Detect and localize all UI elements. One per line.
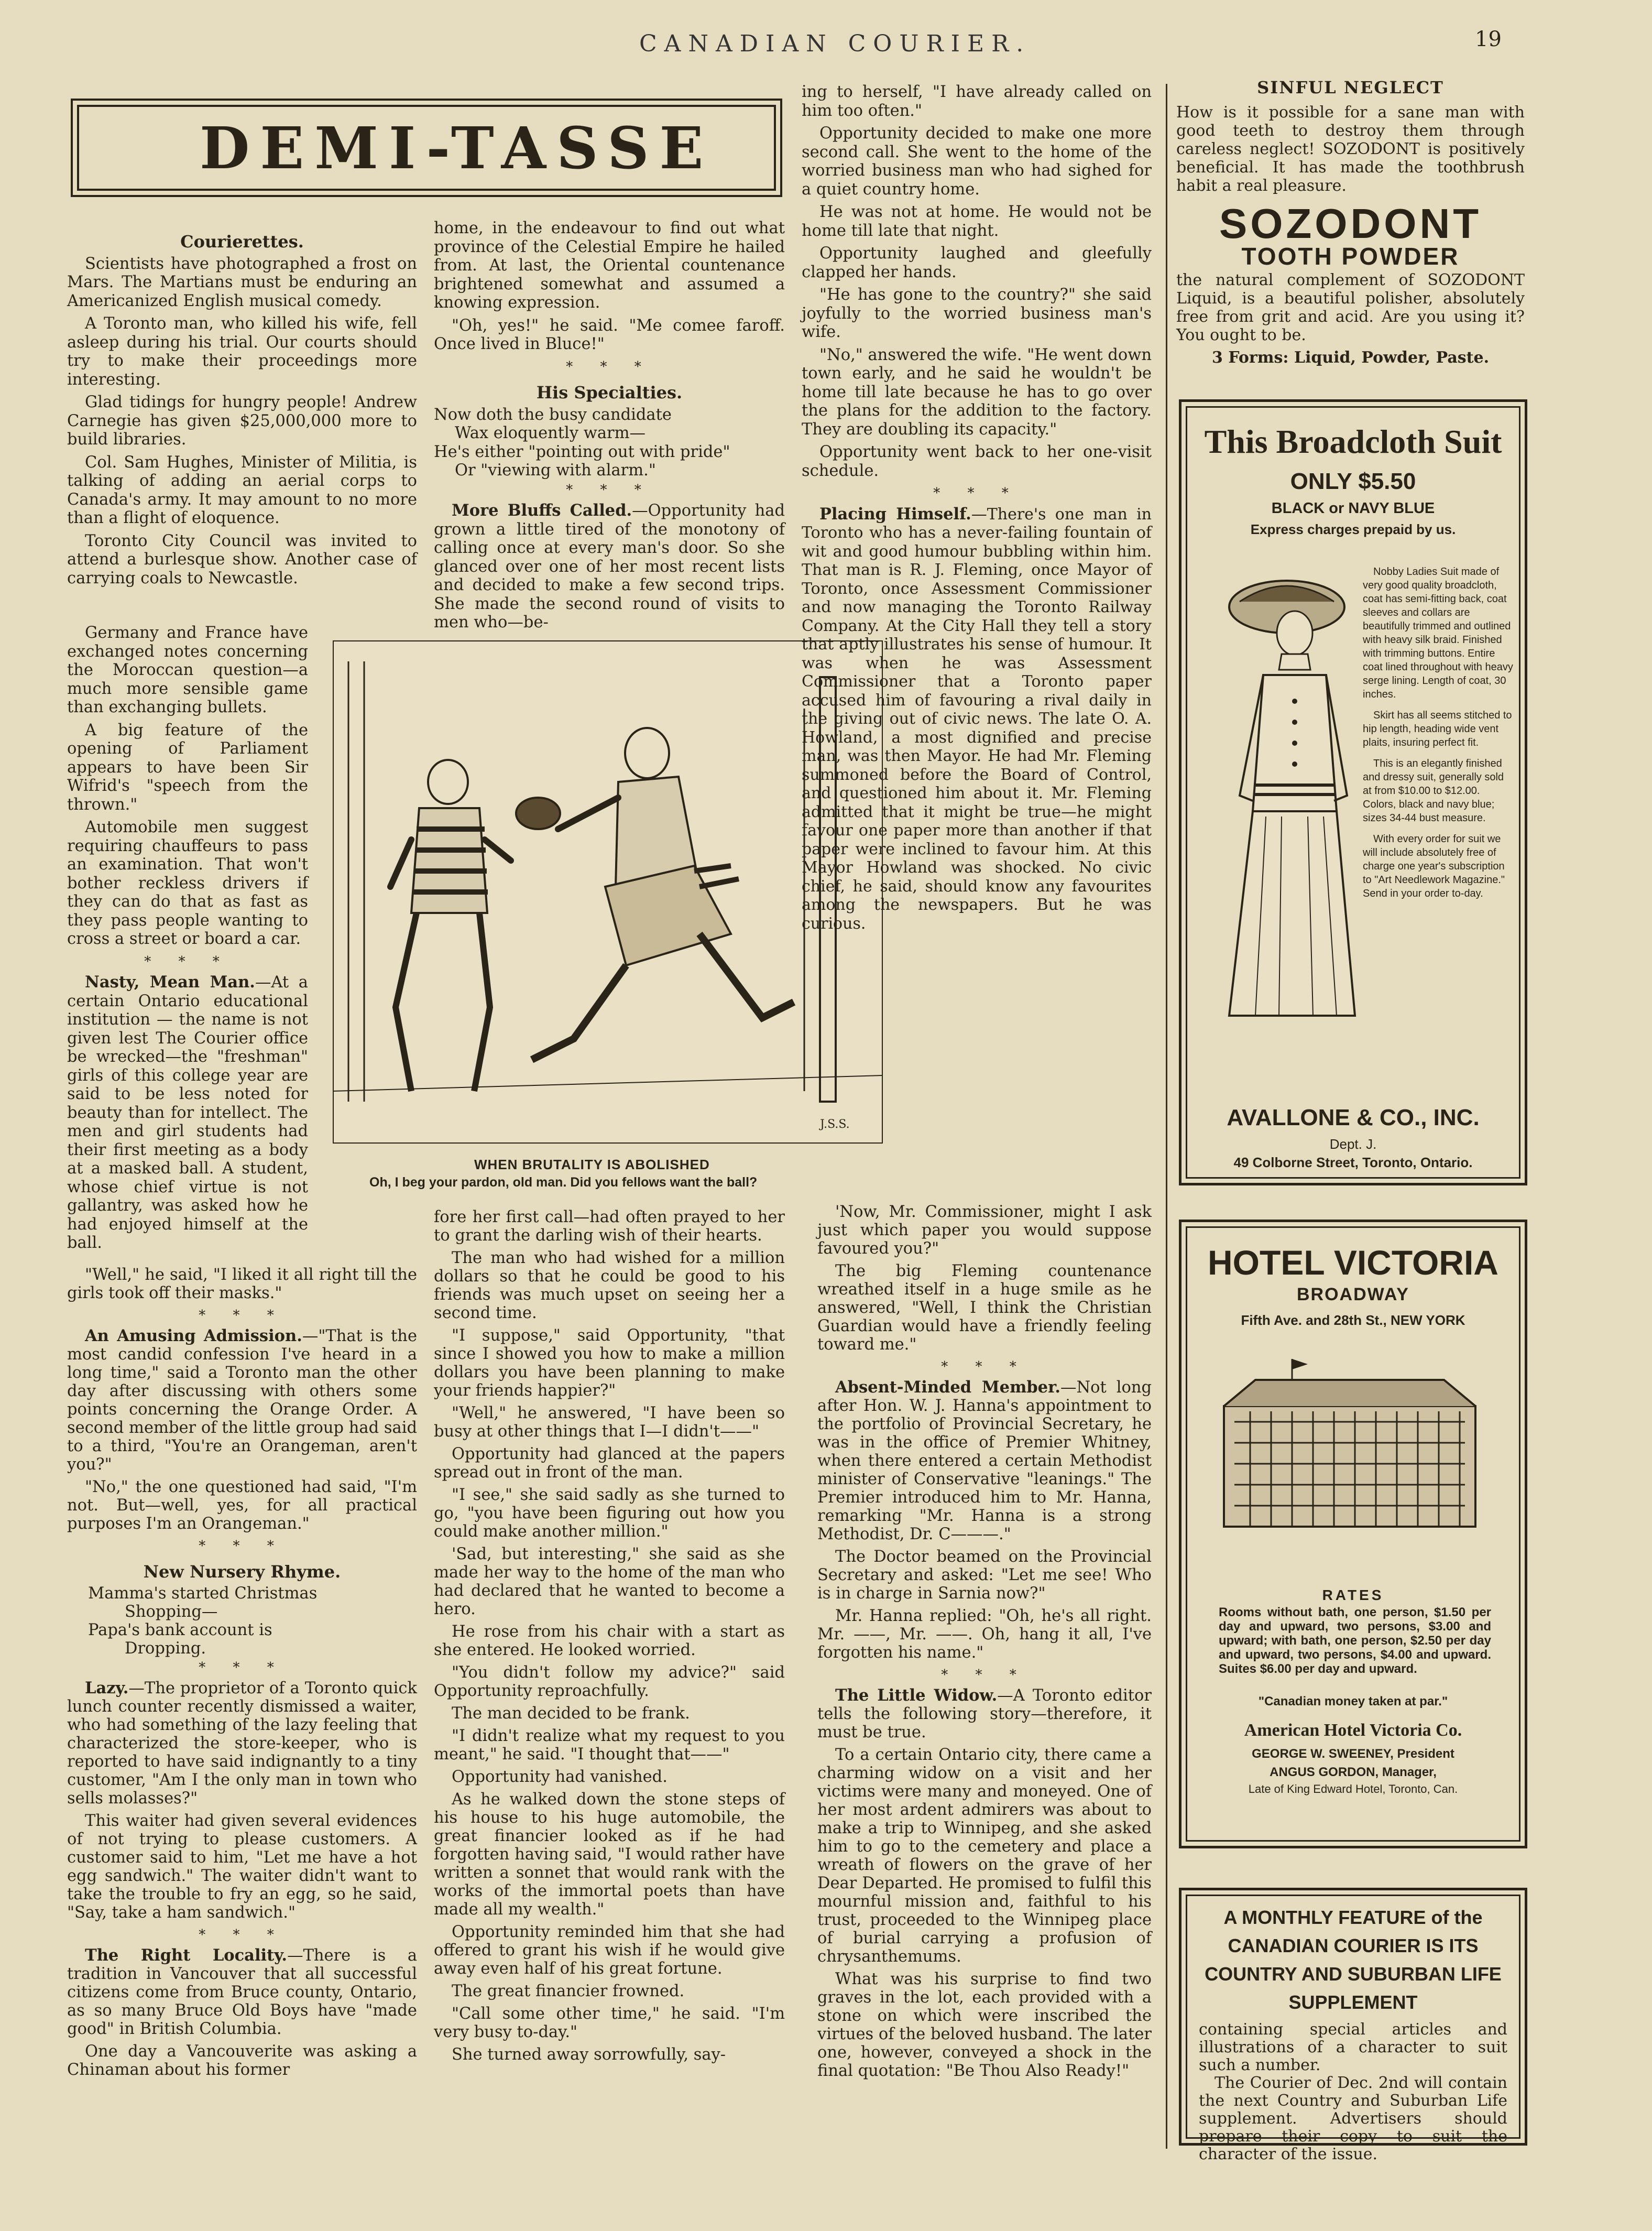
page-number: 19 (1475, 27, 1502, 51)
suit-dept: Dept. J. (1329, 1136, 1377, 1152)
widow-text: —A Toronto editor tells the following story—therefore, it must be true. (817, 1686, 1152, 1742)
story-amusing (67, 1327, 417, 1474)
section-divider: * * * (933, 485, 1020, 501)
paragraph: Opportunity had vanished. (452, 1768, 668, 1786)
story-lazy (67, 1679, 417, 1808)
cartoon-illustration (333, 640, 883, 1144)
right-text: —There is a tradition in Vancouver that all successful citizens come from Bruce county, Ontario, as so many Bruce Old Boys have "made good" in British Columbia. (67, 1946, 417, 2038)
section-divider: * * * (199, 1308, 286, 1323)
suit-company: AVALLONE & CO., INC. (1227, 1105, 1480, 1130)
hotel-title: HOTEL VICTORIA (1208, 1243, 1498, 1282)
column-1 (67, 225, 417, 592)
suit-desc-3: This is an elegantly finished and dressy suit, generally sold at from $10.00 to $12.00. Colors, black and navy blue; sizes 34-44 bust measure. (1363, 758, 1504, 824)
paragraph: Automobile men suggest requiring chauffeurs to pass an examination. That won't bother reckless drivers if they can do that as fast as they pass people wanting to cross a street or board a car. (67, 818, 308, 948)
column-rule (1166, 84, 1167, 2149)
suit-desc-1: Nobby Ladies Suit made of very good quality broadcloth, coat has semi-fitting back, coat sleeves and collars are beautifully trimmed and outlined with heavy silk braid. Finished with trimming buttons. Entire coat lined throughout with heavy serge lining. Length of coat, 30 inches. (1363, 566, 1513, 700)
paragraph: 'Now, Mr. Commissioner, might I ask just which paper you would suppose favoured you?" (817, 1203, 1152, 1258)
paragraph: The great financier frowned. (452, 1982, 685, 2000)
section-divider: * * * (566, 482, 653, 498)
paragraph: What was his surprise to find two graves in the lot, each provided with a stone on which were inscribed the virtues of the beloved husband. The later one, however, conveyed a shock in the final quotation: "Be Thou Also Ready!" (817, 1970, 1152, 2080)
hotel-sub: BROADWAY (1297, 1285, 1409, 1304)
sozodont-forms: 3 Forms: Liquid, Powder, Paste. (1211, 349, 1490, 367)
story-bluffs (434, 502, 785, 632)
verse-line: Shopping— (125, 1603, 218, 1621)
sozodont-text2: the natural complement of SOZODONT Liquid, is a beautiful polisher, absolutely free from grit and acid. Are you using it? You ought to be. (1176, 271, 1525, 344)
column-3-lower (817, 1203, 1152, 2084)
sozodont-brand: SOZODONT (1219, 200, 1482, 247)
paragraph: The man decided to be frank. (452, 1704, 690, 1723)
amusing-text: —"That is the most candid confession I've heard in a long time," said a Toronto man the other day after discussing with others some points concerning the Orange Order. A second member of the little group had said to a third, "You're an Orangeman, aren't you?" (67, 1327, 417, 1474)
sozodont-text1: How is it possible for a sane man with good teeth to destroy them through careless neglect! SOZODONT is positively beneficial. It has made the toothbrush habit a real pleasure. (1176, 103, 1525, 195)
hotel-addr: Fifth Ave. and 28th St., NEW YORK (1241, 1312, 1465, 1328)
paragraph: He rose from his chair with a start as she entered. He looked worried. (434, 1623, 785, 1659)
verse-line: Dropping. (125, 1639, 206, 1658)
hotel-company: American Hotel Victoria Co. (1244, 1721, 1462, 1740)
section-divider: * * * (566, 358, 653, 375)
hotel-rates: Rooms without bath, one person, $1.50 per day and upward, two persons, $3.00 and upward; with bath, one person, $2.50 per day and upward, two persons, $4.00 and upward. Suites $6.00 per day and upward. (1219, 1605, 1491, 1676)
masthead: CANADIAN COURIER. (639, 30, 1031, 57)
section-divider: * * * (941, 1359, 1028, 1375)
verse-line: Wax eloquently warm— (455, 424, 646, 442)
paragraph: "Well," he answered, "I have been so busy at other things that I—I didn't——" (434, 1404, 785, 1441)
paragraph: He was not at home. He would not be home till late that night. (802, 203, 1152, 240)
section-divider: * * * (199, 1660, 286, 1675)
demitasse-title: DEMI-TASSE (200, 114, 714, 182)
lead-absent: Absent-Minded Member. (835, 1378, 1060, 1397)
paragraph: "He has gone to the country?" she said joyfully to the worried business man's wife. (802, 286, 1152, 341)
paragraph: One day a Vancouverite was asking a Chinaman about his former (67, 2042, 417, 2079)
verse-line: Or "viewing with alarm." (455, 461, 656, 480)
cartoon (333, 640, 883, 1172)
heading-courierettes: Courierettes. (180, 232, 304, 252)
verse-line: Now doth the busy candidate (434, 405, 672, 424)
section-divider: * * * (199, 1927, 286, 1943)
sozodont-title: SINFUL NEGLECT (1257, 78, 1444, 97)
paragraph: Opportunity laughed and gleefully clapped her hands. (802, 244, 1152, 281)
lead-right-locality: The Right Locality. (85, 1946, 288, 1965)
lead-amusing: An Amusing Admission. (85, 1326, 302, 1345)
suit-title: This Broadcloth Suit (1204, 423, 1502, 460)
absent-text: —Not long after Hon. W. J. Hanna's appointment to the portfolio of Provincial Secretary, he was in the office of Premier Whitney, when there entered a certain Methodist minister of Conservative "leanings." The Premier introduced him to Mr. Hanna, remarking "Mr. Hanna is a strong Methodist, Dr. C———." (817, 1378, 1152, 1543)
paragraph: She turned away sorrowfully, say- (452, 2045, 726, 2064)
column-2 (434, 219, 785, 636)
paragraph: Mr. Hanna replied: "Oh, he's all right. Mr. ——, Mr. ——. Oh, hang it all, I've forgotten his name." (817, 1607, 1152, 1662)
section-divider: * * * (941, 1667, 1028, 1683)
paragraph: A big feature of the opening of Parliament appears to have been Sir Wifrid's "speech from the thrown." (67, 721, 308, 814)
story-right-locality (67, 1946, 417, 2038)
feature-ad (1179, 1888, 1527, 2163)
paragraph: Opportunity reminded him that she had offered to grant his wish if he would give away even half of his great fortune. (434, 1923, 785, 1978)
paragraph: home, in the endeavour to find out what province of the Celestial Empire he hailed from. At last, the Oriental countenance brightened somewhat and assumed a knowing expression. (434, 219, 785, 312)
heading-specialties: His Specialties. (536, 383, 683, 402)
paragraph: "Well," he said, "I liked it all right till the girls took off their masks." (67, 1266, 417, 1302)
section-divider: * * * (144, 953, 231, 970)
hotel-manager: ANGUS GORDON, Manager, (1270, 1765, 1437, 1779)
cartoon-caption-text: Oh, I beg your pardon, old man. Did you fellows want the ball? (369, 1175, 758, 1190)
paragraph: Opportunity had glanced at the papers spread out in front of the man. (434, 1445, 785, 1482)
bluffs-text: —Opportunity had grown a little tired of the monotony of calling once at every man's door. So she glanced over one of her most recent lists and decided to make a few second trips. She made the second round of visits to men who—be- (434, 502, 785, 632)
story-absent (817, 1378, 1152, 1543)
suit-ad (1179, 399, 1527, 1185)
paragraph: Opportunity went back to her one-visit schedule. (802, 443, 1152, 480)
paragraph: fore her first call—had often prayed to her to grant the darling wish of their hearts. (434, 1208, 785, 1245)
lead-nasty: Nasty, Mean Man. (85, 973, 255, 992)
paragraph: "I see," she said sadly as she turned to go, "you have been figuring out how you could make another million." (434, 1486, 785, 1541)
paragraph: ing to herself, "I have already called on him too often." (802, 83, 1152, 120)
paragraph: Toronto City Council was invited to attend a burlesque show. Another case of carrying coals to Newcastle. (67, 531, 417, 587)
sozodont-ad (1176, 79, 1525, 367)
paragraph: Col. Sam Hughes, Minister of Militia, is talking of adding an aerial corps to Canada's army. It may amount to no more than a flight of eloquence. (67, 453, 417, 527)
suit-desc-4: With every order for suit we will include absolutely free of charge one year's subscription to "Art Needlework Magazine." Send in your order to-day. (1363, 833, 1505, 899)
sozodont-product: TOOTH POWDER (1241, 243, 1460, 270)
hotel-rates-heading: RATES (1322, 1587, 1384, 1603)
placing-text: —There's one man in Toronto who has a never-failing fountain of wit and good humour bubbling within him. That man is R. J. Fleming, once Mayor of Toronto, once Assessment Commissioner and now managing the Toronto Railway Company. At the City Hall they tell a story that aptly illustrates his sense of humour. It was when he was Assessment Commissioner that a Toronto paper accused him of favouring a rival daily in the giving out of civic news. The late O. A. Howland, a most dignified and precise man, was then Mayor. He had Mr. Fleming summoned before the Board of Control, and questioned him about it. Mr. Fleming admitted that it might be true—he might favour one paper more than another if that paper were inclined to favour him. At this Mayor Howland was shocked. No civic chief, he said, should know any favourites among the newspapers. But he was curious. (802, 505, 1152, 933)
lazy-text: —The proprietor of a Toronto quick lunch counter recently dismissed a waiter, who had something of the lazy feeling that characterized the store-keeper, who is reported to have said indignantly to a tiny customer, "Am I the only man in town who sells molasses?" (67, 1679, 417, 1808)
heading-rhyme: New Nursery Rhyme. (143, 1562, 341, 1582)
section-divider: * * * (199, 1538, 286, 1554)
lead-bluffs: More Bluffs Called. (452, 501, 632, 520)
suit-illustration (1208, 565, 1365, 1026)
paragraph: The Doctor beamed on the Provincial Secretary and asked: "Let me see! Who is in charge in Sarnia now?" (817, 1548, 1152, 1603)
story-nasty (67, 973, 308, 1253)
paragraph: Opportunity decided to make one more second call. She went to the home of the worried business man who had sighed for a quiet country home. (802, 124, 1152, 199)
verse-line: Papa's bank account is (88, 1621, 272, 1639)
paragraph: The big Fleming countenance wreathed itself in a huge smile as he answered, "Well, I think the Christian Guardian would have a friendly feeling toward me." (817, 1262, 1152, 1354)
suit-details (1363, 565, 1515, 900)
paragraph: "No," the one questioned had said, "I'm not. But—well, yes, for all practical purposes I'm an Orangeman." (67, 1478, 417, 1533)
paragraph: This waiter had given several evidences of not trying to please customers. A customer said to him, "Let me have a hot egg sandwich." The waiter didn't want to take the trouble to fry an egg, so he said, "Say, take a ham sandwich." (67, 1812, 417, 1922)
hotel-money: "Canadian money taken at par." (1258, 1694, 1448, 1708)
paragraph: "You didn't follow my advice?" said Opportunity reproachfully. (434, 1663, 785, 1700)
feature-headline: A MONTHLY FEATURE of the CANADIAN COURIER IS ITS COUNTRY AND SUBURBAN LIFE SUPPLEMENT (1205, 1907, 1502, 2013)
paragraph: As he walked down the stone steps of his house to his huge automobile, the great financier looked as if he had forgotten having said, "I would rather have written a sonnet that would rank with the works of the immortal poets than have made all my wealth." (434, 1790, 785, 1919)
column-1-lower (67, 1266, 417, 2083)
column-1-narrow (67, 624, 308, 1257)
nasty-text: —At a certain Ontario educational institution — the name is not given lest The Courier office be wrecked—the "freshman" girls of this college year are said to be less noted for beauty than for intellect. The men and girl students had their first meeting as a body at a masked ball. A student, whose chief virtue is not gallantry, was asked how he had enjoyed himself at the ball. (67, 973, 308, 1252)
story-widow (817, 1686, 1152, 1742)
paragraph: To a certain Ontario city, there came a charming widow on a visit and her victims were many and moneyed. One of her most ardent admirers was about to make a trip to Winnipeg, and she asked him to go to the cemetery and place a wreath of flowers on the grave of her Dear Departed. He promised to fulfil this mournful mission and, faithful to his trust, proceeded to the Winnipeg place of burial carrying a profusion of chrysanthemums. (817, 1746, 1152, 1966)
verse-line: He's either "pointing out with pride" (434, 442, 730, 461)
column-2-lower (434, 1208, 785, 2068)
story-placing (802, 505, 1152, 933)
paragraph: "I suppose," said Opportunity, "that since I showed you how to make a million dollars you have been planning to make your friends happier?" (434, 1326, 785, 1400)
svg-text:J.S.S.: J.S.S. (820, 1118, 850, 1131)
suit-desc-2: Skirt has all seems stitched to hip length, heading wide vent plaits, insuring perfect fit. (1363, 710, 1512, 748)
paragraph: Glad tidings for hungry people! Andrew Carnegie has given $25,000,000 more to build libraries. (67, 393, 417, 449)
column-3 (802, 83, 1152, 933)
paragraph: A Toronto man, who killed his wife, fell asleep during his trial. Our courts should try to make their proceedings more interesting. (67, 314, 417, 389)
paragraph: "Call some other time," he said. "I'm very busy to-day." (434, 2005, 785, 2041)
demitasse-header (71, 99, 782, 197)
verse-line: Mamma's started Christmas (88, 1584, 318, 1603)
lead-lazy: Lazy. (85, 1679, 129, 1697)
feature-text-2: The Courier of Dec. 2nd will contain the next Country and Suburban Life supplement. Advertisers should prepare their copy to suit the character of the issue. (1199, 2074, 1507, 2163)
suit-colors: BLACK or NAVY BLUE (1271, 500, 1435, 517)
paragraph: Scientists have photographed a frost on Mars. The Martians must be enduring an Americanized English musical comedy. (67, 254, 417, 310)
paragraph: "I didn't realize what my request to you meant," he said. "I thought that——" (434, 1727, 785, 1764)
paragraph: Germany and France have exchanged notes concerning the Moroccan question—a much more sensible game than exchanging bullets. (67, 624, 308, 716)
hotel-president: GEORGE W. SWEENEY, President (1252, 1747, 1454, 1761)
hotel-late: Late of King Edward Hotel, Toronto, Can. (1248, 1782, 1458, 1795)
suit-price: ONLY $5.50 (1290, 469, 1416, 494)
suit-address: 49 Colborne Street, Toronto, Ontario. (1233, 1155, 1473, 1170)
cartoon-caption-title: WHEN BRUTALITY IS ABOLISHED (474, 1157, 710, 1172)
hotel-ad (1179, 1220, 1527, 1848)
paragraph: "Oh, yes!" he said. "Me comee faroff. Once lived in Bluce!" (434, 316, 785, 353)
hotel-illustration (1213, 1359, 1486, 1532)
feature-text-1: containing special articles and illustrations of a character to suit such a number. (1199, 2020, 1507, 2074)
lead-placing: Placing Himself. (819, 504, 971, 524)
suit-express: Express charges prepaid by us. (1250, 521, 1456, 537)
paragraph: "No," answered the wife. "He went down town early, and he said he wouldn't be home till late because he has to go over the plans for the addition to the factory. They are doubling its capacity." (802, 345, 1152, 439)
paragraph: The man who had wished for a million dollars so that he could be good to his friends was much upset on seeing her a second time. (434, 1249, 785, 1322)
lead-widow: The Little Widow. (835, 1686, 998, 1705)
paragraph: 'Sad, but interesting," she said as she made her way to the home of the man who had declared that he wanted to become a hero. (434, 1545, 785, 1618)
